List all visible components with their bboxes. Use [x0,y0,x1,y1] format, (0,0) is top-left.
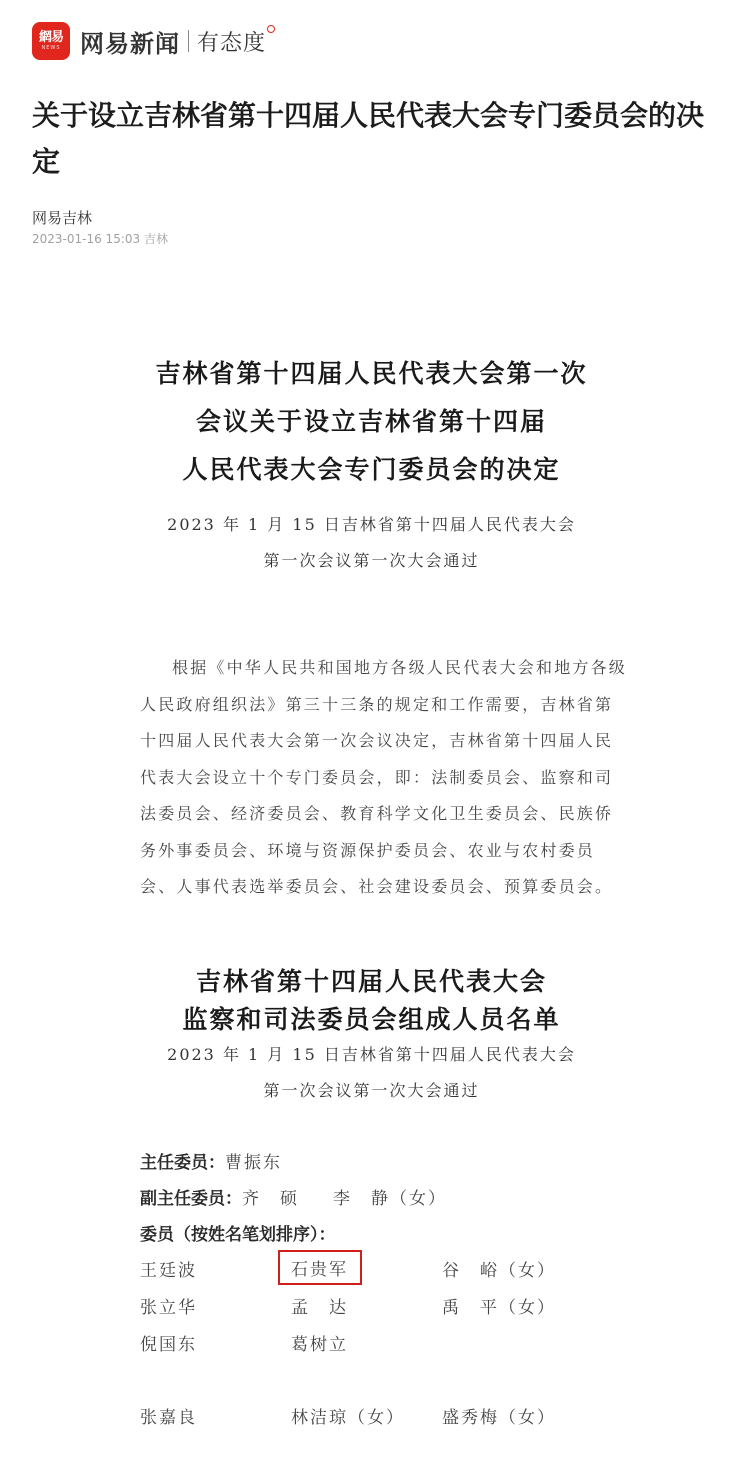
doc-paragraph: 根据《中华人民共和国地方各级人民代表大会和地方各级人民政府组织法》第三十三条的规定和工作需要，吉林省第十四届人民代表大会第一次会议决定，吉林省第十四届人民代表大会设立十个专门委员会，即：法制委员会、监察和司法委员会、经济委员会、教育科学文化卫生委员会、民族侨务外事委员会、环境与资源保护委员会、农业与农村委员会、人事代表选举委员会、社会建设委员会、预算委员会。 [140,658,628,896]
brand-slogan: 有态度 [197,30,267,56]
director-row [140,1148,282,1173]
article-title: 关于设立吉林省第十四届人民代表大会专门委员会的决定 [32,99,705,178]
members-label: 委员（按姓名笔划排序）： [140,1225,336,1245]
list-heading-line: 监察和司法委员会组成人员名单 [182,1005,561,1034]
vice-director-name: 李 静（女） [333,1189,447,1209]
vice-director-label: 副主任委员： [140,1189,242,1209]
director-name: 曹振东 [225,1153,282,1173]
logo-text: 網易 [38,30,63,45]
brand-name[interactable]: 网易新闻 [80,29,180,58]
member-name: 张立华 [140,1298,197,1318]
member-name: 王廷波 [140,1261,197,1281]
member-name: 葛树立 [291,1335,348,1355]
list-passed-line: 2023 年 1 月 15 日吉林省第十四届人民代表大会 [167,1045,576,1064]
member-name: 禹 平（女） [442,1298,556,1318]
vice-director-name: 齐 硕 [242,1189,299,1209]
doc-heading-line: 吉林省第十四届人民代表大会第一次 [155,359,588,388]
member-name: 孟 达 [291,1298,348,1318]
article-source[interactable]: 网易吉林 [32,209,93,227]
slogan-dot-icon [267,25,275,33]
member-name: 谷 峪（女） [442,1261,556,1281]
doc-passed-line: 第一次会议第一次大会通过 [263,551,480,570]
brand-divider [188,30,189,52]
app-header [32,20,275,62]
article-meta: 2023-01-16 15:03 吉林 [32,232,168,246]
doc-heading-line: 人民代表大会专门委员会的决定 [182,455,561,484]
netease-news-logo[interactable] [32,22,70,60]
list-heading-line: 吉林省第十四届人民代表大会 [195,967,547,996]
vice-director-row [140,1184,447,1209]
member-name: 倪国东 [140,1335,197,1355]
logo-subtext: NEWS [41,45,61,51]
member-name: 盛秀梅（女） [442,1408,556,1428]
doc-heading-line: 会议关于设立吉林省第十四届 [195,407,547,436]
member-name-highlighted: 石贵军 [278,1250,362,1285]
member-name: 张嘉良 [140,1408,197,1428]
doc-passed-line: 2023 年 1 月 15 日吉林省第十四届人民代表大会 [167,515,576,534]
list-passed-line: 第一次会议第一次大会通过 [263,1081,480,1100]
director-label: 主任委员： [140,1153,225,1173]
member-name: 林洁琼（女） [291,1408,405,1428]
